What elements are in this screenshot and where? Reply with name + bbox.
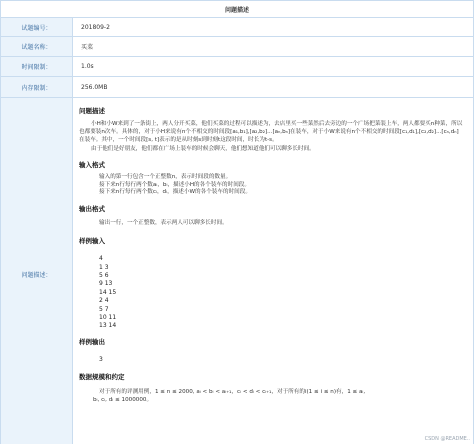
description-paragraph-1: 小H和小W来到了一条街上，两人分开买菜，他们买菜的过程可以描述为，去店里买一些菜然后去旁边的一个广场把菜装上车，两人都要买n种菜，所以也都要装n次车。具体的，对于小H来说有n个不相交的时间段[a₁,b₁],[a₂,b₂]...[aₙ,bₙ]在装车，对于小W来说有n个不相交的时间段[c₁,d₁],[c₂,d₂]...[cₙ,dₙ]在装车。其中，一个时间段[s, t]表示的是从时刻s到时刻t这段时间，时长为t-s。 <box>79 121 463 144</box>
sample-input-line: 4 <box>99 255 103 263</box>
sample-input-line: 5 7 <box>99 305 109 313</box>
sample-input-line: 2 4 <box>99 297 109 305</box>
section-title-scale: 数据规模和约定 <box>79 373 125 382</box>
problem-description-content <box>73 98 474 444</box>
value-memory-limit: 256.0MB <box>73 77 474 98</box>
sample-input-line: 10 11 <box>99 314 117 322</box>
row-time-limit <box>1 57 474 77</box>
label-problem-id: 试题编号： <box>1 18 73 37</box>
section-title-output: 输出格式 <box>79 205 105 214</box>
section-title-input: 输入格式 <box>79 160 105 169</box>
input-line-3: 接下来n行每行两个数cᵢ，dᵢ，描述小W的各个装车的时间段。 <box>99 189 251 196</box>
sample-input-line: 9 13 <box>99 280 113 288</box>
sample-output-value: 3 <box>99 355 103 363</box>
input-line-2: 接下来n行每行两个数aᵢ，bᵢ，描述小H的各个装车的时间段。 <box>99 181 250 188</box>
label-time-limit: 时间限制： <box>1 57 73 77</box>
sample-input-block <box>79 255 463 331</box>
value-problem-id: 201809-2 <box>73 18 474 37</box>
output-line-1: 输出一行，一个正整数，表示两人可以聊多长时间。 <box>99 220 228 227</box>
scale-line-1: 对于所有的评测用例，1 ≤ n ≤ 2000, aᵢ < bᵢ < aᵢ₊₁，cᵢ < dᵢ < cᵢ₊₁，对于所有的i(1 ≤ i ≤ n)有，1 ≤ aᵢ, <box>99 389 366 396</box>
watermark-text: CSDN @README.. <box>424 436 470 442</box>
label-problem-name: 试题名称： <box>1 37 73 57</box>
section-title-sample-input: 样例输入 <box>79 237 105 246</box>
sample-input-line: 14 15 <box>99 288 117 296</box>
sample-input-line: 13 14 <box>99 322 117 330</box>
table-header-title: 问题描述 <box>1 1 474 18</box>
section-title-sample-output: 样例输出 <box>79 337 105 346</box>
value-problem-name: 买菜 <box>73 37 474 57</box>
row-problem-name <box>1 37 474 57</box>
row-problem-description <box>1 98 474 444</box>
label-memory-limit: 内存限制： <box>1 77 73 98</box>
row-problem-id <box>1 18 474 37</box>
section-title-description: 问题描述 <box>79 107 105 115</box>
description-paragraph-2: 由于他们是好朋友，他们都在广场上装车的时候会聊天，他们想知道他们可以聊多长时间。 <box>91 145 315 152</box>
scale-line-2: bᵢ, cᵢ, dᵢ ≤ 1000000。 <box>93 397 153 404</box>
value-time-limit: 1.0s <box>73 57 474 77</box>
label-problem-description: 问题描述： <box>1 98 73 444</box>
sample-input-line: 5 6 <box>99 272 109 280</box>
input-line-1: 输入的第一行包含一个正整数n，表示时间段的数量。 <box>99 173 232 180</box>
sample-input-line: 1 3 <box>99 263 109 271</box>
row-memory-limit <box>1 77 474 98</box>
